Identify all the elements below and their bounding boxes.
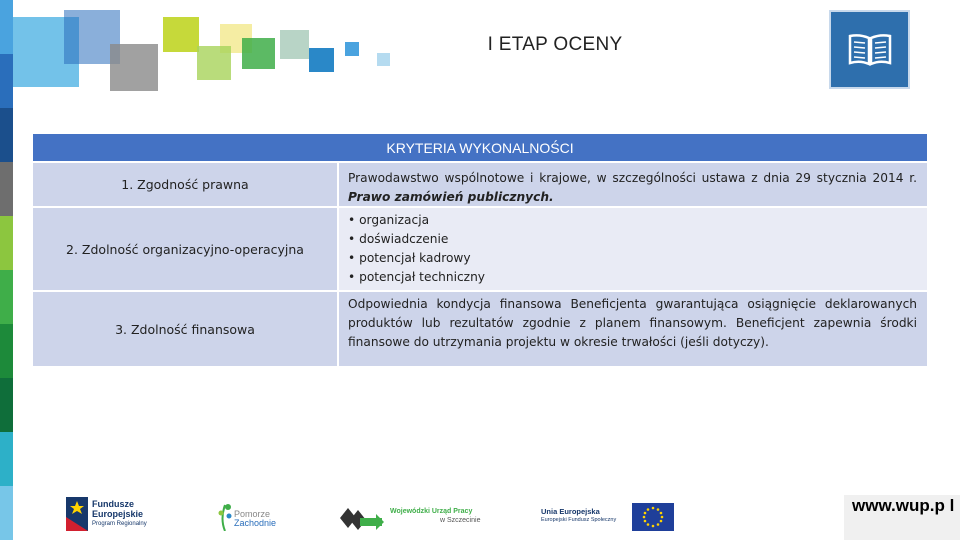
book-tile (829, 10, 910, 89)
open-book-icon (847, 32, 893, 68)
pomorze-zachodnie-logo (216, 501, 286, 531)
pz-line2: Zachodnie (234, 518, 277, 528)
ue-line2: Europejski Fundusz Społeczny (541, 517, 617, 523)
criteria-table (33, 134, 927, 366)
fe-emblem-icon (66, 497, 88, 531)
leaf-icon (216, 501, 234, 531)
criterion-description (339, 208, 927, 290)
table-row (33, 290, 927, 366)
website-link[interactable]: www.wup.p l (844, 495, 960, 540)
criterion-description: Odpowiednia kondycja finansowa Beneficjenta gwarantująca osiągnięcie deklarowanych produktów lub rezultatów zgodnie z planem finansowym. Beneficjent zapewnia środki finansowe do utrzymania projektu w okresie trwałości (jeśli dotyczy). (339, 292, 927, 366)
criterion-label: 3. Zdolność finansowa (33, 292, 337, 366)
fe-line3: Program Regionalny (92, 521, 147, 527)
description-text: Prawodawstwo wspólnotowe i krajowe, w szczególności ustawa z dnia 29 stycznia 2014 r. (348, 171, 917, 185)
list-item: • organizacja (348, 211, 917, 230)
criterion-description (339, 163, 927, 206)
fe-line2: Europejskie (92, 509, 144, 519)
pz-line1: Pomorze (234, 509, 271, 519)
table-row (33, 206, 927, 290)
table-row (33, 161, 927, 206)
unia-europejska-logo (541, 502, 676, 532)
left-color-strip (0, 0, 13, 540)
list-item: • potencjał techniczny (348, 268, 917, 287)
fundusze-europejskie-logo (66, 497, 166, 533)
wup-emblem-icon (338, 500, 384, 530)
page-title: I ETAP OCENY (487, 34, 623, 55)
list-item: • doświadczenie (348, 230, 917, 249)
table-heading: KRYTERIA WYKONALNOŚCI (33, 134, 927, 161)
fe-line1: Fundusze (92, 499, 134, 509)
criterion-label: 2. Zdolność organizacyjno-operacyjna (33, 208, 337, 290)
wup-logo (338, 500, 488, 532)
list-item: • potencjał kadrowy (348, 249, 917, 268)
wup-line2: w Szczecinie (440, 517, 481, 524)
eu-flag-icon (632, 503, 674, 531)
wup-line1: Wojewódzki Urząd Pracy (390, 508, 473, 515)
ue-line1: Unia Europejska (541, 507, 600, 516)
criterion-label: 1. Zgodność prawna (33, 163, 337, 206)
description-emphasis: Prawo zamówień publicznych. (348, 190, 554, 204)
bullet-list (348, 211, 917, 287)
